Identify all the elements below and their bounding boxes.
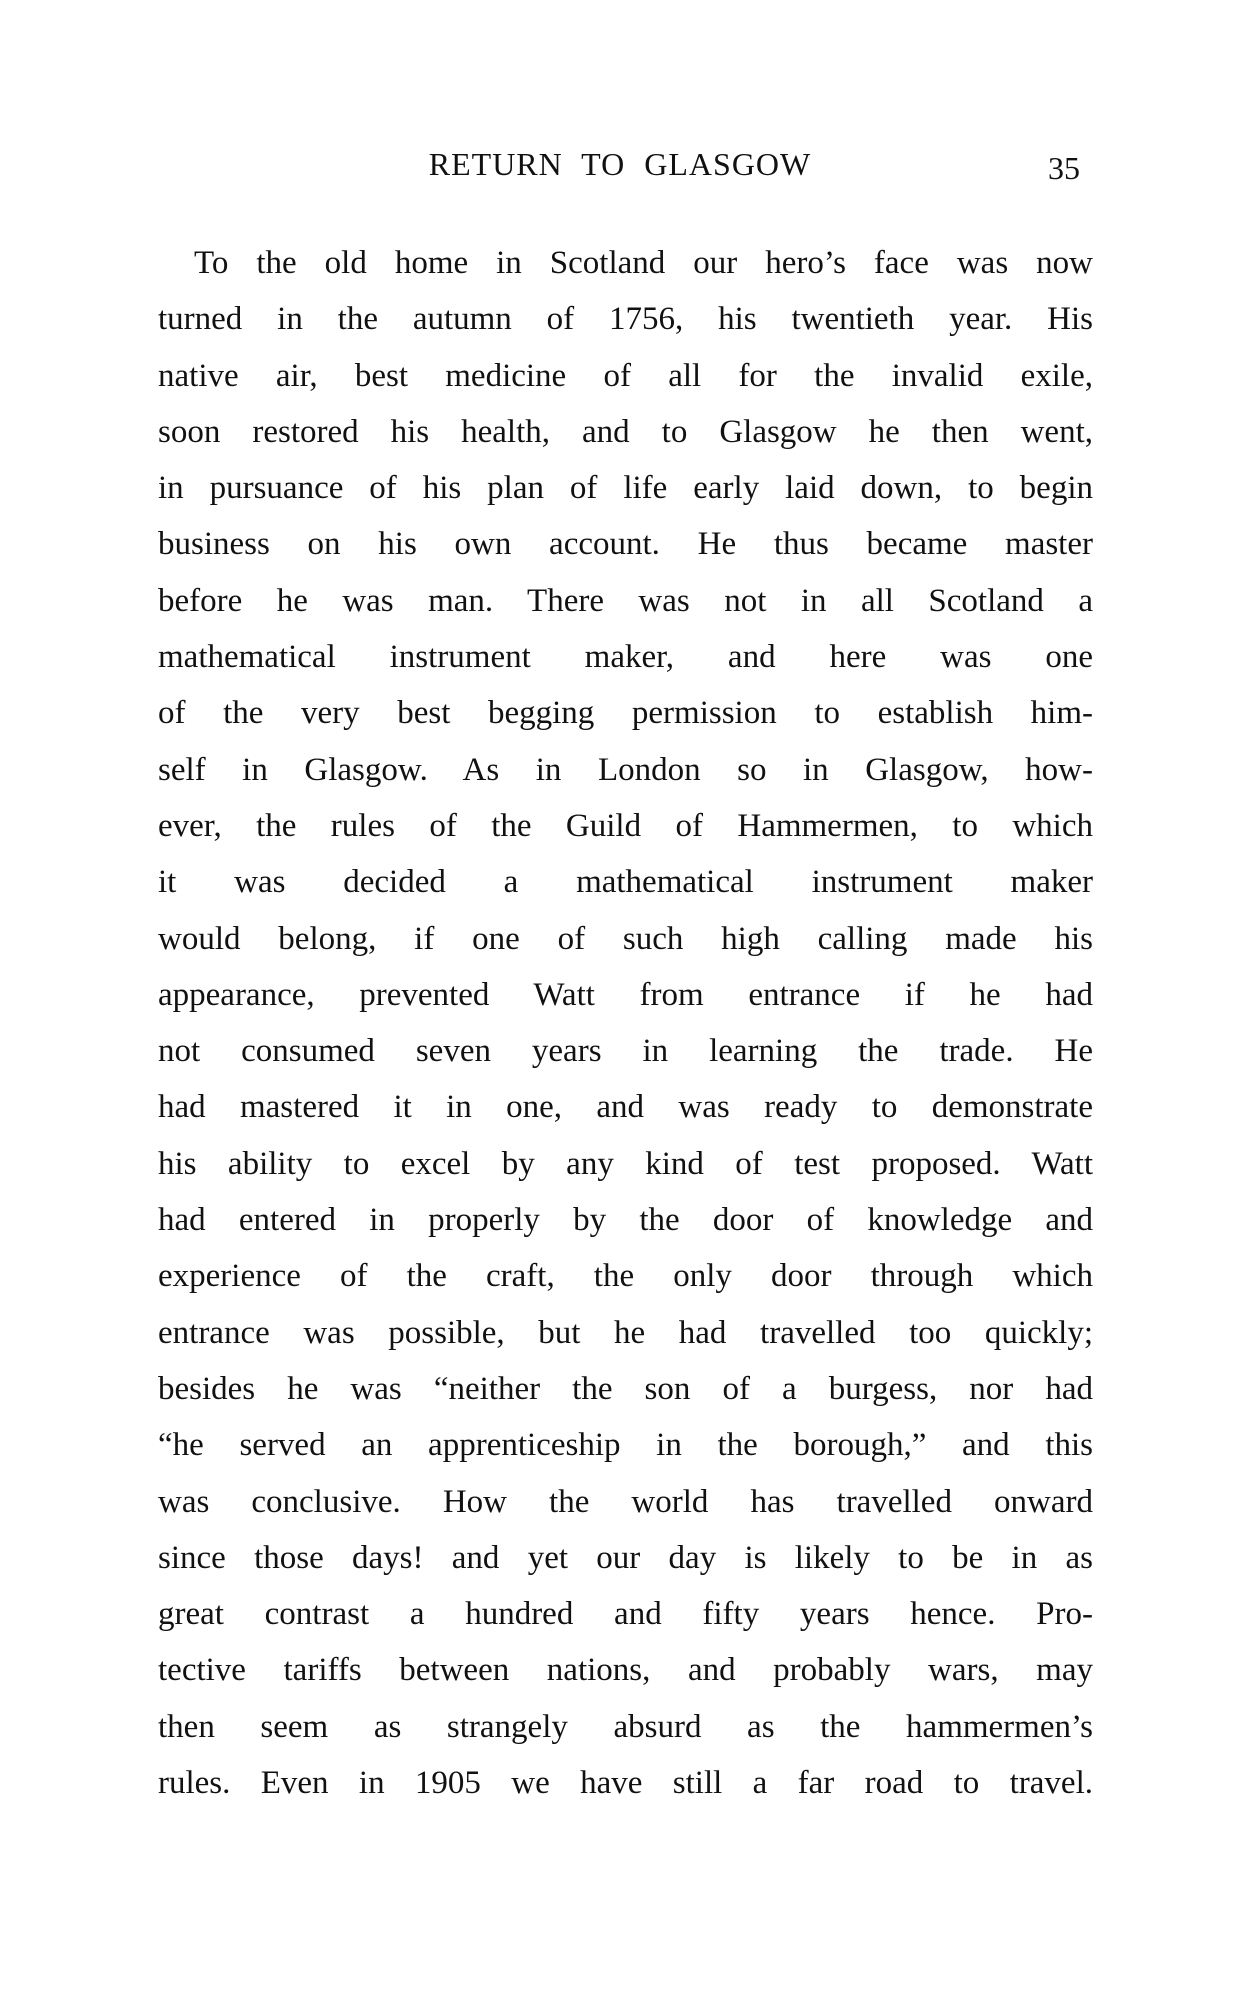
text-line: native air, best medicine of all for the invalid exile, [158, 357, 1093, 394]
text-line: rules. Even in 1905 we have still a far road to travel. [158, 1765, 1093, 1802]
text-line: it was decided a mathematical instrument maker [158, 864, 1093, 901]
text-line: business on his own account. He thus became master [158, 526, 1093, 563]
running-head: RETURN TO GLASGOW [428, 146, 812, 182]
page-number: 35 [1048, 150, 1080, 186]
text-line: in pursuance of his plan of life early laid down, to begin [158, 470, 1093, 507]
text-line: appearance, prevented Watt from entrance if he had [158, 976, 1093, 1013]
text-line: tective tariffs between nations, and probably wars, may [158, 1652, 1093, 1689]
text-line: experience of the craft, the only door through which [158, 1258, 1093, 1295]
text-line: was conclusive. How the world has travelled onward [158, 1483, 1093, 1520]
text-line: besides he was “neither the son of a burgess, nor had [158, 1370, 1093, 1407]
text-line: before he was man. There was not in all Scotland a [158, 582, 1093, 619]
body-paragraph [158, 235, 1093, 1811]
text-line: not consumed seven years in learning the trade. He [158, 1033, 1093, 1070]
text-line: mathematical instrument maker, and here was one [158, 639, 1093, 676]
text-line: entrance was possible, but he had travelled too quickly; [158, 1314, 1093, 1351]
text-line: To the old home in Scotland our hero’s face was now [194, 245, 1093, 281]
text-line: would belong, if one of such high calling made his [158, 920, 1093, 957]
text-line: of the very best begging permission to establish him- [158, 695, 1093, 732]
text-line: great contrast a hundred and fifty years hence. Pro- [158, 1596, 1093, 1633]
text-line: soon restored his health, and to Glasgow he then went, [158, 413, 1093, 450]
text-line: ever, the rules of the Guild of Hammermen, to which [158, 807, 1093, 844]
text-line: self in Glasgow. As in London so in Glasgow, how- [158, 751, 1093, 788]
text-line: “he served an apprenticeship in the borough,” and this [158, 1427, 1093, 1464]
text-line: turned in the autumn of 1756, his twentieth year. His [158, 301, 1093, 338]
text-line: since those days! and yet our day is likely to be in as [158, 1539, 1093, 1576]
text-line: had mastered it in one, and was ready to demonstrate [158, 1089, 1093, 1126]
text-line: then seem as strangely absurd as the hammermen’s [158, 1708, 1093, 1745]
text-line: his ability to excel by any kind of test proposed. Watt [158, 1145, 1093, 1182]
text-line: had entered in properly by the door of knowledge and [158, 1202, 1093, 1239]
